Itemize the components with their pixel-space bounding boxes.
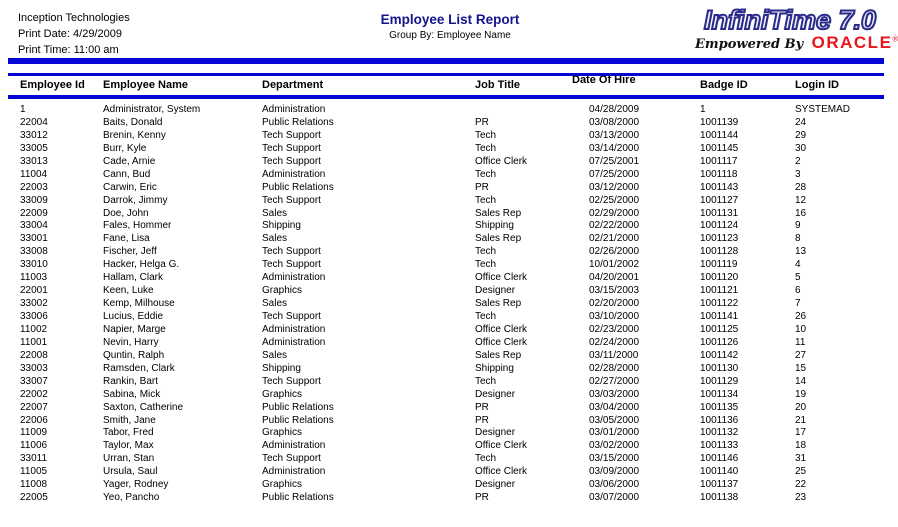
cell-employee-id: 22006 bbox=[20, 414, 48, 426]
report-corner-info bbox=[18, 10, 130, 58]
cell-job-title: Office Clerk bbox=[475, 155, 528, 167]
header-bottom-rule bbox=[8, 95, 884, 99]
table-row bbox=[20, 479, 893, 492]
cell-employee-id: 33004 bbox=[20, 220, 48, 232]
table-row bbox=[20, 208, 893, 221]
company-name: Inception Technologies bbox=[18, 12, 130, 24]
cell-employee-name: Yeo, Pancho bbox=[103, 492, 160, 504]
cell-badge-id: 1001136 bbox=[700, 414, 739, 426]
table-row bbox=[20, 415, 893, 428]
cell-employee-name: Ramsden, Clark bbox=[103, 362, 175, 374]
cell-employee-name: Tabor, Fred bbox=[103, 427, 154, 439]
cell-employee-name: Ursula, Saul bbox=[103, 466, 158, 478]
table-row bbox=[20, 285, 893, 298]
cell-employee-name: Cade, Arnie bbox=[103, 155, 156, 167]
cell-badge-id: 1001120 bbox=[700, 272, 739, 284]
cell-department: Administration bbox=[262, 323, 326, 335]
cell-badge-id: 1001138 bbox=[700, 492, 739, 504]
table-row bbox=[20, 220, 893, 233]
cell-employee-name: Administrator, System bbox=[103, 104, 201, 115]
cell-employee-id: 22007 bbox=[20, 401, 48, 413]
cell-employee-name: Carwin, Eric bbox=[103, 181, 157, 193]
cell-badge-id: 1001131 bbox=[700, 207, 739, 219]
cell-employee-id: 1 bbox=[20, 104, 26, 115]
cell-employee-id: 11002 bbox=[20, 323, 48, 335]
cell-employee-name: Smith, Jane bbox=[103, 414, 156, 426]
cell-job-title: Sales Rep bbox=[475, 298, 522, 310]
cell-badge-id: 1001140 bbox=[700, 466, 739, 478]
cell-login-id: 11 bbox=[795, 336, 806, 348]
cell-job-title: PR bbox=[475, 414, 489, 426]
table-row bbox=[20, 169, 893, 182]
cell-employee-id: 22003 bbox=[20, 181, 48, 193]
cell-date-of-hire: 02/22/2000 bbox=[589, 220, 640, 232]
table-row bbox=[20, 376, 893, 389]
table-row bbox=[20, 143, 893, 156]
cell-employee-name: Rankin, Bart bbox=[103, 375, 159, 387]
cell-badge-id: 1001124 bbox=[700, 220, 739, 232]
cell-badge-id: 1001126 bbox=[700, 336, 739, 348]
cell-date-of-hire: 03/15/2003 bbox=[589, 285, 640, 297]
infinitime-logo-text: InfiniTime 7.0 bbox=[703, 5, 877, 35]
cell-department: Tech Support bbox=[262, 375, 321, 387]
cell-login-id: 2 bbox=[795, 155, 801, 167]
cell-badge-id: 1001137 bbox=[700, 479, 739, 491]
cell-department: Tech Support bbox=[262, 142, 321, 154]
cell-login-id: SYSTEMAD bbox=[795, 104, 851, 115]
cell-employee-name: Quntin, Ralph bbox=[103, 349, 165, 361]
cell-department: Graphics bbox=[262, 388, 303, 400]
cell-badge-id: 1001146 bbox=[700, 453, 739, 465]
cell-department: Public Relations bbox=[262, 401, 334, 413]
cell-badge-id: 1001132 bbox=[700, 427, 739, 439]
table-row bbox=[20, 130, 893, 143]
cell-login-id: 12 bbox=[795, 194, 807, 206]
cell-employee-name: Burr, Kyle bbox=[103, 142, 147, 154]
cell-employee-name: Napier, Marge bbox=[103, 323, 166, 335]
cell-employee-name: Nevin, Harry bbox=[103, 336, 159, 348]
cell-employee-name: Kemp, Milhouse bbox=[103, 298, 175, 310]
cell-date-of-hire: 03/09/2000 bbox=[589, 466, 640, 478]
cell-department: Tech Support bbox=[262, 129, 321, 141]
cell-department: Administration bbox=[262, 466, 326, 478]
cell-department: Public Relations bbox=[262, 414, 334, 426]
cell-job-title: PR bbox=[475, 116, 489, 128]
cell-department: Administration bbox=[262, 336, 326, 348]
table-row bbox=[20, 324, 893, 337]
cell-employee-name: Fischer, Jeff bbox=[103, 246, 157, 258]
column-header-employee-name: Employee Name bbox=[103, 79, 188, 91]
cell-employee-id: 33001 bbox=[20, 233, 48, 245]
table-row bbox=[20, 389, 893, 402]
cell-date-of-hire: 02/23/2000 bbox=[589, 323, 640, 335]
cell-employee-name: Taylor, Max bbox=[103, 440, 154, 452]
cell-login-id: 27 bbox=[795, 349, 807, 361]
table-row bbox=[20, 233, 893, 246]
cell-date-of-hire: 03/02/2000 bbox=[589, 440, 640, 452]
cell-job-title: Tech bbox=[475, 129, 497, 141]
cell-badge-id: 1001130 bbox=[700, 362, 739, 374]
cell-department: Tech Support bbox=[262, 194, 321, 206]
cell-login-id: 4 bbox=[795, 259, 801, 271]
column-header-employee-id: Employee Id bbox=[20, 79, 85, 91]
cell-badge-id: 1001135 bbox=[700, 401, 739, 413]
cell-department: Public Relations bbox=[262, 181, 334, 193]
cell-badge-id: 1001128 bbox=[700, 246, 739, 258]
column-header-badge-id: Badge ID bbox=[700, 79, 748, 91]
cell-employee-id: 33010 bbox=[20, 259, 48, 271]
cell-badge-id: 1001125 bbox=[700, 323, 739, 335]
cell-employee-name: Lucius, Eddie bbox=[103, 311, 164, 322]
cell-employee-id: 11008 bbox=[20, 479, 48, 491]
table-row bbox=[20, 117, 893, 130]
cell-job-title: Tech bbox=[475, 311, 497, 322]
cell-date-of-hire: 10/01/2002 bbox=[589, 259, 640, 271]
cell-date-of-hire: 03/03/2000 bbox=[589, 388, 640, 400]
cell-login-id: 26 bbox=[795, 311, 807, 322]
cell-employee-name: Baits, Donald bbox=[103, 116, 163, 128]
cell-job-title: Designer bbox=[475, 479, 516, 491]
cell-login-id: 13 bbox=[795, 246, 807, 258]
cell-job-title: PR bbox=[475, 181, 489, 193]
cell-job-title: Shipping bbox=[475, 220, 514, 232]
cell-date-of-hire: 02/24/2000 bbox=[589, 336, 640, 348]
cell-employee-name: Brenin, Kenny bbox=[103, 129, 166, 141]
cell-employee-id: 33012 bbox=[20, 129, 48, 141]
cell-employee-id: 11004 bbox=[20, 168, 48, 180]
cell-date-of-hire: 03/01/2000 bbox=[589, 427, 640, 439]
cell-job-title: Office Clerk bbox=[475, 466, 528, 478]
report-groupby: Group By: Employee Name bbox=[389, 30, 511, 41]
cell-employee-id: 33006 bbox=[20, 311, 48, 322]
report-title-block bbox=[200, 12, 700, 41]
cell-date-of-hire: 02/21/2000 bbox=[589, 233, 640, 245]
cell-date-of-hire: 03/13/2000 bbox=[589, 129, 640, 141]
cell-job-title: Shipping bbox=[475, 362, 514, 374]
cell-employee-name: Cann, Bud bbox=[103, 168, 151, 180]
cell-employee-id: 22008 bbox=[20, 349, 48, 361]
cell-employee-name: Doe, John bbox=[103, 207, 149, 219]
cell-badge-id: 1001139 bbox=[700, 116, 739, 128]
table-row bbox=[20, 427, 893, 440]
column-header-date-of-hire: Date Of Hire bbox=[572, 74, 636, 86]
cell-date-of-hire: 02/27/2000 bbox=[589, 375, 640, 387]
table-row bbox=[20, 440, 893, 453]
table-header-row bbox=[20, 74, 893, 95]
cell-job-title: Sales Rep bbox=[475, 207, 522, 219]
cell-department: Tech Support bbox=[262, 246, 321, 258]
cell-badge-id: 1001145 bbox=[700, 142, 739, 154]
cell-employee-name: Hacker, Helga G. bbox=[103, 259, 180, 271]
cell-department: Graphics bbox=[262, 285, 303, 297]
cell-date-of-hire: 03/10/2000 bbox=[589, 311, 640, 322]
cell-job-title: Designer bbox=[475, 388, 516, 400]
cell-badge-id: 1001127 bbox=[700, 194, 739, 206]
table-row bbox=[20, 363, 893, 376]
cell-job-title: Sales Rep bbox=[475, 349, 522, 361]
cell-date-of-hire: 03/14/2000 bbox=[589, 142, 640, 154]
logo-tagline: Empowered By bbox=[695, 37, 804, 52]
cell-employee-id: 33013 bbox=[20, 155, 48, 167]
cell-date-of-hire: 02/29/2000 bbox=[589, 207, 640, 219]
header-top-rule bbox=[8, 73, 884, 76]
cell-department: Public Relations bbox=[262, 492, 334, 504]
column-header-department: Department bbox=[262, 79, 324, 91]
cell-employee-id: 33009 bbox=[20, 194, 48, 206]
cell-badge-id: 1001118 bbox=[700, 168, 738, 180]
cell-job-title: PR bbox=[475, 492, 489, 504]
cell-login-id: 22 bbox=[795, 479, 807, 491]
cell-employee-id: 22004 bbox=[20, 116, 48, 128]
cell-date-of-hire: 03/11/2000 bbox=[589, 349, 639, 361]
cell-login-id: 16 bbox=[795, 207, 807, 219]
cell-job-title: Tech bbox=[475, 453, 497, 465]
cell-employee-id: 11006 bbox=[20, 440, 48, 452]
cell-employee-name: Urran, Stan bbox=[103, 453, 155, 465]
cell-login-id: 25 bbox=[795, 466, 807, 478]
cell-department: Administration bbox=[262, 168, 326, 180]
cell-badge-id: 1001129 bbox=[700, 375, 739, 387]
cell-employee-id: 33011 bbox=[20, 453, 48, 465]
cell-employee-name: Fane, Lisa bbox=[103, 233, 150, 245]
cell-job-title: Tech bbox=[475, 168, 497, 180]
cell-department: Graphics bbox=[262, 427, 303, 439]
cell-date-of-hire: 07/25/2001 bbox=[589, 155, 640, 167]
table-row bbox=[20, 453, 893, 466]
cell-badge-id: 1001117 bbox=[700, 155, 738, 167]
cell-date-of-hire: 02/28/2000 bbox=[589, 362, 640, 374]
cell-login-id: 9 bbox=[795, 220, 801, 232]
column-header-login-id: Login ID bbox=[795, 79, 839, 91]
cell-job-title: Tech bbox=[475, 246, 497, 258]
table-row bbox=[20, 337, 893, 350]
registered-mark: ® bbox=[892, 34, 898, 44]
cell-date-of-hire: 02/26/2000 bbox=[589, 246, 640, 258]
cell-badge-id: 1001141 bbox=[700, 311, 739, 322]
cell-employee-id: 33007 bbox=[20, 375, 48, 387]
cell-login-id: 10 bbox=[795, 323, 807, 335]
cell-login-id: 7 bbox=[795, 298, 801, 310]
print-date: Print Date: 4/29/2009 bbox=[18, 28, 122, 40]
top-blue-rule bbox=[8, 58, 884, 64]
cell-department: Sales bbox=[262, 233, 288, 245]
cell-employee-id: 11005 bbox=[20, 466, 48, 478]
cell-department: Tech Support bbox=[262, 311, 321, 322]
cell-login-id: 21 bbox=[795, 414, 807, 426]
cell-job-title: PR bbox=[475, 401, 489, 413]
cell-employee-id: 33003 bbox=[20, 362, 48, 374]
cell-login-id: 8 bbox=[795, 233, 801, 245]
cell-employee-name: Yager, Rodney bbox=[103, 479, 169, 491]
cell-employee-id: 33008 bbox=[20, 246, 48, 258]
cell-employee-id: 33005 bbox=[20, 142, 48, 154]
cell-job-title: Designer bbox=[475, 427, 516, 439]
cell-department: Tech Support bbox=[262, 453, 321, 465]
cell-employee-id: 22009 bbox=[20, 207, 48, 219]
cell-employee-name: Fales, Hommer bbox=[103, 220, 172, 232]
table-row bbox=[20, 195, 893, 208]
cell-date-of-hire: 03/12/2000 bbox=[589, 181, 640, 193]
table-row bbox=[20, 492, 893, 505]
cell-employee-id: 33002 bbox=[20, 298, 48, 310]
cell-badge-id: 1001143 bbox=[700, 181, 739, 193]
cell-badge-id: 1001144 bbox=[700, 129, 739, 141]
cell-login-id: 24 bbox=[795, 116, 807, 128]
cell-badge-id: 1001121 bbox=[700, 285, 739, 297]
cell-department: Tech Support bbox=[262, 259, 321, 271]
cell-badge-id: 1001133 bbox=[700, 440, 739, 452]
cell-employee-id: 22005 bbox=[20, 492, 48, 504]
cell-employee-id: 11003 bbox=[20, 272, 48, 284]
cell-employee-id: 11009 bbox=[20, 427, 48, 439]
cell-job-title: Office Clerk bbox=[475, 336, 528, 348]
table-row bbox=[20, 156, 893, 169]
cell-login-id: 17 bbox=[795, 427, 807, 439]
cell-job-title: Office Clerk bbox=[475, 272, 528, 284]
cell-date-of-hire: 03/15/2000 bbox=[589, 453, 640, 465]
cell-login-id: 14 bbox=[795, 375, 807, 387]
cell-job-title bbox=[475, 104, 572, 117]
table-row bbox=[20, 402, 893, 415]
cell-login-id: 20 bbox=[795, 401, 807, 413]
column-header-job-title: Job Title bbox=[475, 79, 521, 91]
table-row bbox=[20, 182, 893, 195]
cell-login-id: 5 bbox=[795, 272, 801, 284]
cell-employee-id: 22002 bbox=[20, 388, 48, 400]
cell-login-id: 3 bbox=[795, 168, 801, 180]
table-row bbox=[20, 311, 893, 324]
cell-login-id: 15 bbox=[795, 362, 807, 374]
cell-login-id: 31 bbox=[795, 453, 807, 465]
cell-date-of-hire: 03/05/2000 bbox=[589, 414, 640, 426]
cell-login-id: 6 bbox=[795, 285, 801, 297]
cell-department: Shipping bbox=[262, 220, 301, 232]
cell-login-id: 28 bbox=[795, 181, 807, 193]
cell-date-of-hire: 03/04/2000 bbox=[589, 401, 640, 413]
cell-job-title: Tech bbox=[475, 375, 497, 387]
cell-login-id: 19 bbox=[795, 388, 807, 400]
cell-department: Sales bbox=[262, 298, 288, 310]
cell-department: Sales bbox=[262, 349, 288, 361]
logo-subline bbox=[695, 33, 898, 53]
cell-date-of-hire: 02/25/2000 bbox=[589, 194, 640, 206]
cell-department: Shipping bbox=[262, 362, 301, 374]
table-row bbox=[20, 104, 893, 117]
cell-date-of-hire: 04/28/2009 bbox=[589, 104, 640, 115]
table-row bbox=[20, 272, 893, 285]
cell-date-of-hire: 03/07/2000 bbox=[589, 492, 640, 504]
cell-department: Public Relations bbox=[262, 116, 334, 128]
infinitime-logo bbox=[695, 5, 898, 53]
cell-badge-id: 1001123 bbox=[700, 233, 739, 245]
cell-employee-name: Sabina, Mick bbox=[103, 388, 161, 400]
table-row bbox=[20, 298, 893, 311]
cell-department: Administration bbox=[262, 272, 326, 284]
cell-job-title: Tech bbox=[475, 194, 497, 206]
cell-employee-id: 22001 bbox=[20, 285, 48, 297]
print-time: Print Time: 11:00 am bbox=[18, 44, 119, 56]
oracle-brand-text: ORACLE bbox=[811, 33, 893, 52]
cell-badge-id: 1001142 bbox=[700, 349, 739, 361]
cell-job-title: Sales Rep bbox=[475, 233, 522, 245]
cell-employee-name: Hallam, Clark bbox=[103, 272, 164, 284]
table-rows bbox=[20, 104, 893, 505]
cell-employee-name: Darrok, Jimmy bbox=[103, 194, 168, 206]
cell-date-of-hire: 02/20/2000 bbox=[589, 298, 640, 310]
cell-date-of-hire: 04/20/2001 bbox=[589, 272, 640, 284]
cell-job-title: Designer bbox=[475, 285, 516, 297]
cell-department: Administration bbox=[262, 104, 326, 115]
cell-employee-name: Keen, Luke bbox=[103, 285, 154, 297]
cell-job-title: Office Clerk bbox=[475, 440, 528, 452]
table-row bbox=[20, 246, 893, 259]
cell-job-title: Tech bbox=[475, 259, 497, 271]
cell-login-id: 18 bbox=[795, 440, 807, 452]
cell-badge-id: 1001119 bbox=[700, 259, 738, 271]
cell-date-of-hire: 03/06/2000 bbox=[589, 479, 640, 491]
cell-badge-id: 1 bbox=[700, 104, 706, 115]
cell-badge-id: 1001122 bbox=[700, 298, 739, 310]
cell-job-title: Office Clerk bbox=[475, 323, 528, 335]
cell-department: Administration bbox=[262, 440, 326, 452]
cell-login-id: 30 bbox=[795, 142, 807, 154]
cell-login-id: 23 bbox=[795, 492, 807, 504]
cell-department: Sales bbox=[262, 207, 288, 219]
cell-login-id: 29 bbox=[795, 129, 807, 141]
table-row bbox=[20, 259, 893, 272]
report-title: Employee List Report bbox=[380, 12, 520, 27]
cell-badge-id: 1001134 bbox=[700, 388, 739, 400]
cell-employee-id: 11001 bbox=[20, 336, 48, 348]
cell-department: Tech Support bbox=[262, 155, 321, 167]
cell-job-title: Tech bbox=[475, 142, 497, 154]
cell-date-of-hire: 07/25/2000 bbox=[589, 168, 640, 180]
table-row bbox=[20, 466, 893, 479]
cell-department: Graphics bbox=[262, 479, 303, 491]
cell-employee-name: Saxton, Catherine bbox=[103, 401, 184, 413]
cell-date-of-hire: 03/08/2000 bbox=[589, 116, 640, 128]
table-row bbox=[20, 350, 893, 363]
